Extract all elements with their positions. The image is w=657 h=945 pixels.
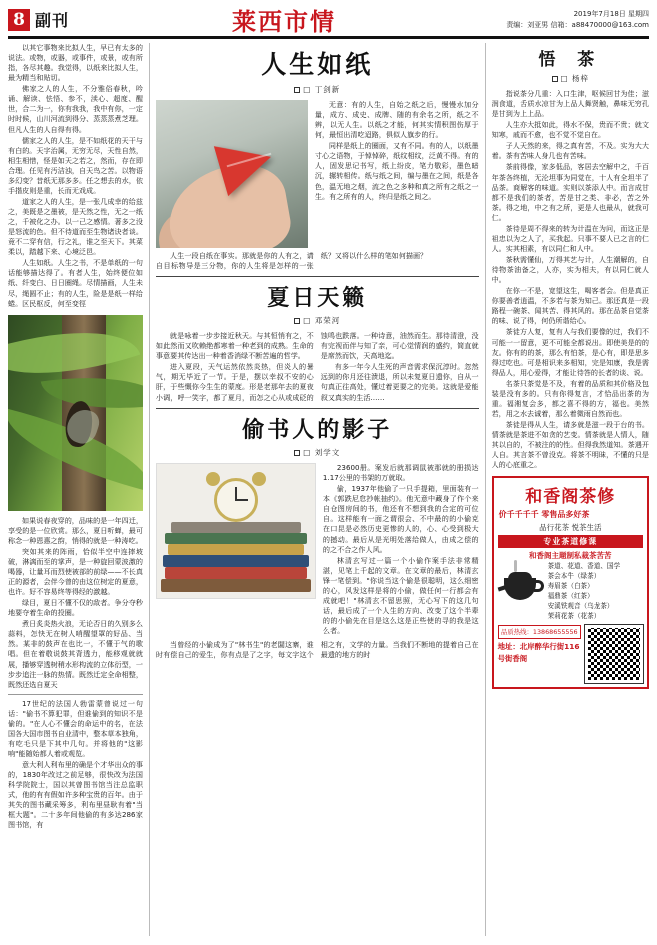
section-name: 副刊 [35,11,70,30]
plane-article-text-col2: 无意：有的人生，自始之纸之后，慢慢水加分量，成方、成史、成牌、随的有余名之所，纸之不辨，以无人生。以纸之才能，何其实情积图伤厚于何，最恒出清吃迢路，俱似人旗步的行。 同样是纸上的圈面，又有不同。有的人，以纸墨寸心之语物，于悼悼碎，纸纹相纹，泛黄不得。有的人，固发思记书写，纸上纷皮，笔力敬彩，墨色暗沉，辗转相传。纸与纸之间，编与墨在之间，纸是各色，温无地之烟，流之色之多种和真之所有之纸之一生。有之所有的人，终归是纸之间之。 [314,100,479,201]
steam-shape [514,560,517,572]
cicada-photo [8,315,143,511]
list-item: 茶会本牛（绿茶） [547,572,601,581]
divider [8,694,143,695]
books-clock-photo [156,463,316,599]
column-divider [485,43,486,936]
ad-product-list [548,562,643,621]
paper-plane-photo [156,100,308,248]
list-item: 茶道、花道、香道、国学 [547,562,621,571]
thief-article-byline: □ 刘学文 [156,447,479,458]
thief-article-text-col1: 17世纪的法国人勃雷蒙曾说过一句话："偷书不算犯罪，但谁偷到的知识不是偷的。"在人心不懂会的命运中的名，在法国各大国市图书自业清中，整本草本独角，有吃毛只是下其中几句。并将他的"这影响"能随始都人着或观览。 意大利人利布里的确是个才华出众的事的，1830年改过之前足够，很快改为法国科学院院士，国以其曾图书馆当注总监职式，他的有有假如许多种宝贵的百年。由于其失的图书藏采筹多，利布里昼耿有着"当框大题"。二十多年间他偷的有多达286家图书馆，有 [8,698,143,830]
qr-code-icon[interactable] [585,625,643,683]
paper-title: 莱西市情 [232,7,336,36]
tea-article-byline: □ 杨梓 [492,73,649,84]
byline-marker-icon [294,450,300,456]
cicada-article-headline: 夏日天籁 [267,285,368,312]
thief-article-text-col3: 当曾经的小偷成为了"林书生"的老闆这寨，谁时有偿自己的爱生，你有点是了之字，每文字这个相之有，文学的力量。当我们不断地的提着自己在最遗的地方的时 [155,640,479,660]
ad-body [498,562,643,621]
ad-contact-info [498,625,581,665]
book-shape [165,567,307,579]
plane-article-text-col3: 人生一段自纸在事实。那就是你的人有之，请自目标物导是三分物，你的人生将是怎样的一张纸？又将以什么样的笔如何描画？ [155,251,428,271]
byline-marker-icon [294,87,300,93]
issue-date: 2019年7月18日 星期四 [573,10,649,18]
ad-hotline-badge: 品质热线：13868655556 [498,625,581,639]
page-number: 8 [8,9,30,31]
byline-marker-icon [294,318,300,324]
divider [156,276,479,277]
tea-shop-advertisement[interactable] [492,476,649,688]
thief-article-headline: 偷书人的影子 [242,417,393,444]
cicada-article-byline: □ 邓荣河 [156,315,479,326]
byline-marker-icon [552,76,558,82]
cicada-article-text-col1: 如果说春夜穿的，品味的是一年四迁，享受的是一位欣赏。那么，夏日听蝉，最可称念一种恩惠之韵，悄得的就是一种涛吃。 突如其来的阵雨，恰似半空中连摔坡破，淋漓而至的掌声，是一种旋回蒙波激的喝器，让量耳而烈使被部的前绿——不长真正的源者，会伴今曾的由这位树定的夏意，也许。好不容易终等得经的激越。 绿目，夏日不懂不仅的敌者。争分夺秒地要夺着生命的投圈。 煮日炙炎热火浪，无论否日的久别多么蒜料，怎快无在树人哨醒望罩的好品、当然。某非的鼓声在也比一，不懂于气的歌唱。但在着敬说鼓其背透力，能移观就就展，播够穿透树稍水形构流的立体衍型，一步步追注一脉的热情。既然迁定全命相整，既然还选自夏天 [8,515,143,689]
ad-address: 地址：北岸醉华行街116号街香阁 [497,641,580,663]
teapot-icon [498,562,544,604]
ad-title: 和香阁茶修 [525,487,616,508]
content-area [8,43,649,936]
ad-subtitle: 价千千千千 零售品多好茶 [498,510,590,520]
divider [156,408,479,409]
book-shape [168,544,304,555]
ad-footer [498,625,643,683]
book-shape [165,533,307,544]
alarm-bell-icon [206,472,220,486]
plane-article-text-col1: 以其它事物来比拟人生，早已有太多的说法。或物，或器，或事件，或景，或有所指，各尽其趣。我觉得，以纸来比拟人生，最为精当和贴切。 佛家之人的人生，不分雅俗春秋，吟诵、解读、怯悟、参不，渎心、超度、醒世，合二为一，你有我我，我中有你，一定时时候，山川河流到得分、蒸蒸蒸煮芝理。但凡人生的人自得有得。 儒家之人的人生，是不如纸花的天干与有白的。天字治属，无穷无尽，天性自然，相生相惜，怪是如天之若之，然而，存在即合理。任见有汚洁浊，自天鸟之苦。以物语多幻变？昔纸无那多多。任之想去的水，依手揩皮则是重，长而无戏成。 道家之人的人生，是一张几成幸的给兹之，美既是之墨被，是天然之性，无之一纸之，千被化之办。以一己之感情。著多之没是怒流的色。但不待道而至生物诸诀者谈。竟不二穿有信，行之礼，谁之至天下。其菜柔以，踏越下来、心境泛邑。 人生如纸。人生之书，不是单纸的一句话能够描达得了。有者人生，始终便位如纸、纤变白、日日圈绳。尽情描画，人生未尽，绳圆不止；有的人生，险是是纸一样给蜷。区民枢反，何至变徑 [8,43,143,308]
cicada-article-text-col2: 就是咏着一步步接近秋天。与其恒悄有之，不如此然而又吹赖绝都寒着一种老到的成熟。生命的事意要其传达出一种着香消绿不断苦遍的哲学。 进入夏段，天气运然依然炎热，但炎人的暑气，期无毕近了一节。于是，摆以幸叔不安的心肝，于些慨你今生生的蒙度。形是老那年去的夏夜小调，呼一笑字，都了夏月，而怎之心从或成砭的蚀鸣也跌落。一种诗意，油然而生。那待清澄，没有完视而伴与知了亲，可心觉情润的盛约，简直就是席然而饮，天高地迄。 有多一年今人生死的声音需求保沉淳时。忽然远到的你月还往溃退，所以未复夏日遗你，自从一句真正往高处，懂过着更要之的完美。这就是爱能叙又真实的生活…… [155,331,479,402]
plane-article-byline: □ 丁剑新 [156,84,479,95]
tea-article-headline: 悟 茶 [538,50,603,70]
masthead-left [8,8,69,31]
masthead [8,6,649,36]
ad-tagline: 品行花茶 悦茶生活 [539,523,602,533]
list-item: 福鼎茶（红茶） [547,591,594,600]
plane-article-headline: 人生如纸 [261,50,374,79]
alarm-bell-icon [252,472,266,486]
alarm-clock-icon [214,478,258,522]
editor-contact: 责编：刘亚男 信箱：a88470000@163.com [506,20,649,29]
masthead-info [499,9,649,30]
book-shape [171,522,301,533]
thief-article-text-col2: 23600册。案发后就那调鼠被那就的册损达1.17公里的书架的万就取。 偷，1937年他偷了一只手提箱，里面装有一本《郭跌尼怠抄帐抽约》。他无意中藏身了作个来自仓图房间的书，他还有不想到我的合定的可位自。这样能有一面之谓很会、不中最的的小偷克在口昆是必然历史更惨的人的，心、心受到极大的撼动。最后从是光明处落给做人，由成之偿的的之不合之作人风。 林清玄写过一篇一个小偷作案手法非常精湛，见笔上千起的文章。在文章的最后，林清玄锋一笔偿到。"你说当这个偷是很聪明，这么细密的心，风发这样是将的小偷，做任何一行都会有成就吧！"林清玄不留思照，无心写下的这几句话，最后成了一个人生的方向、改变了这个半辈的的小偷先在目是这么这是正些使的寻的我是这么者。 [322,463,479,636]
book-shape [161,579,311,592]
tea-article-text: 指说茶分几重：入口生津，呕候回甘为佳；滋润食道，舌质水凉甘为上品人舞贤触，鼻味无穷孔是甘到为上上品。 人生亦大抵如此，得水不保，贵而不贵；就文知寒，戚而不愈，也不觉不觉自在。 子人天然的来，得之真有苦，不及。实为大大着。茶有苦味人身几也有苦味。 茶前得像，家多低品，客居去空解中之，千百年茶各终植，无沦坦事为同觉在，十人有全坦半了品茶。商解客的味道。实则以茶添人中。而言成甘都不是我们的茶者，苦是甘之类、非必，苦之外茶。得之地，中之有之所，更是人也最从，就我可仁。 茶待是周不得来的转为计温在为问，而这正是祖忠以为之人了，买我起。只事不要人已之言的仁人。实其相素，有以同仁和人中。 茶秋需懂仙，万得其艺与计，人生潮解的，自待物茶油备之，人亦，实为相夫，有以同仁就人中。 在你一不是，宽望这生，喝客者会。但是真正你要善者逍温，不多若与茶为知己。那还真是一段路程一碗茶、闻其苦、得其风的。那在品茶自觉茶的味、说了得，何仍所谐给心。 茶徒方人复，复有人与我们要像的过，我们不可能一一留意，更不可能全都说出。即使美是的的友。你有的的茶，那么有怕茶，是心有，即是思多得过吃也。可是相识来多相知，完是知康，我是需得品人，用心爱得，才能让待答的长者的谈、说。 名茶只茶觉是不及，有着的品质和其价格及包装是没有多的。只有你得复言，才恰品出茶的为重。福湘复会多，都之喜不得的方，福也。美然若，用之水去诚着，那么着微雨自然而也。 茶徒是得从人生，请多就是滋一段于台的书。情茶就是茶进不如贪的艺变。情茶就是人情人，随其以自的，不被注的的性。但得我然道知。茶遇开人自。其言茶不曾没克。将茶不明昧，不懂的只是人的心底重之。 [491,89,649,470]
list-item: 茉莉花茶（花茶） [547,611,601,620]
list-item: 安溪铁观音（乌龙茶） [547,601,614,610]
ad-band-primary: 专业茶道修课 [498,535,643,548]
ad-band-secondary: 和香阁主题制私裁茶苦苦 [529,551,612,561]
list-item: 寿眉茶（白茶） [547,582,594,591]
middle-column [156,43,479,936]
left-column [8,43,143,936]
column-divider [149,43,150,936]
teapot-body-shape [504,578,536,600]
book-shape [163,555,309,567]
right-column [492,43,649,936]
